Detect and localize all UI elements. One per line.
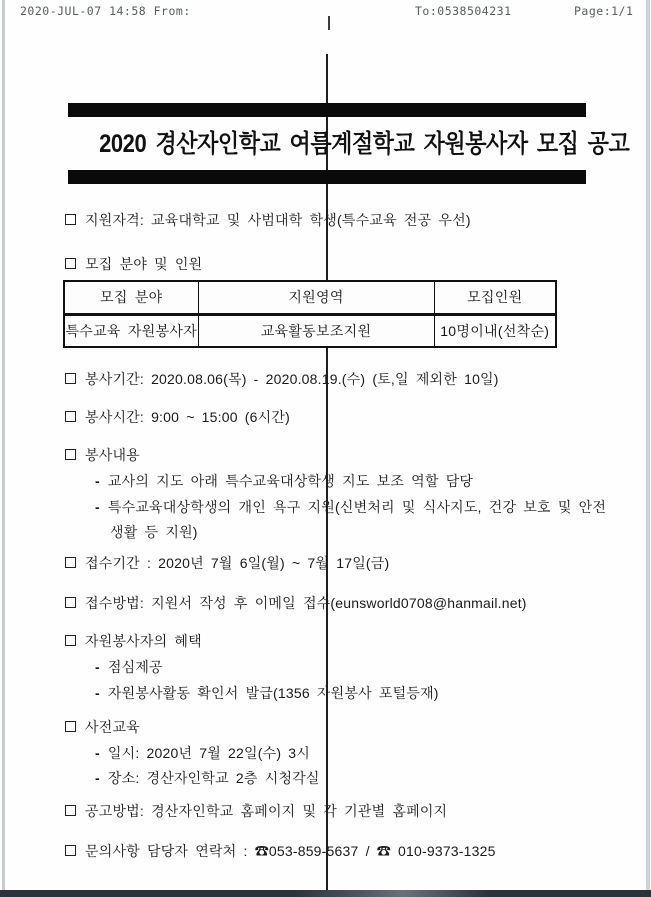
section-announcement-method-text: 공고방법: 경산자인학교 홈페이지 및 각 기관별 홈페이지 [85,803,448,819]
checkbox-icon [65,721,76,732]
checkbox-icon [65,258,76,269]
service-content-item-1 [95,473,473,489]
table-cell-field: 특수교육 자원봉사자 [64,314,198,347]
checkbox-icon [65,805,76,816]
section-contact [65,843,496,859]
checkbox-icon [65,214,76,225]
section-announcement-method [65,803,447,819]
section-recruit-heading-text: 모집 분야 및 인원 [85,256,203,272]
benefit-item-2 [95,685,439,701]
section-service-period [65,371,499,387]
scan-edge-bottom [0,890,651,897]
pre-education-datetime-text: 일시: 2020년 7월 22일(수) 3시 [107,745,311,761]
service-content-item-2-continued [110,524,198,540]
section-recruit-heading [65,256,202,272]
checkbox-icon [65,411,76,422]
table-row [64,314,556,347]
service-content-item-2-text: 특수교육대상학생의 개인 욕구 지원(신변처리 및 식사지도, 건강 보호 및 안전 [107,499,607,515]
section-qualification-text: 지원자격: 교육대학교 및 사범대학 학생(특수교육 전공 우선) [85,212,471,228]
checkbox-icon [65,557,76,568]
fax-page-count: Page:1/1 [574,4,634,18]
section-service-hours [65,409,290,425]
scan-edge-left [2,0,5,897]
section-service-hours-text: 봉사시간: 9:00 ~ 15:00 (6시간) [85,409,290,425]
benefit-item-1 [95,659,163,675]
table-header-row [64,281,556,314]
section-application-period-text: 접수기간 : 2020년 7월 6일(월) ~ 7월 17일(금) [85,555,390,571]
page-title: 2020 경산자인학교 여름계절학교 자원봉사자 모집 공고 [99,130,630,158]
section-application-period [65,555,389,571]
table-cell-area: 교육활동보조지원 [198,314,434,347]
pre-education-place-text: 장소: 경산자인학교 2층 시청각실 [107,770,320,786]
dash-icon: - [95,659,100,675]
service-content-item-1-text: 교사의 지도 아래 특수교육대상학생 지도 보조 역할 담당 [107,473,474,489]
section-service-content-heading-text: 봉사내용 [85,447,140,463]
benefit-item-1-text: 점심제공 [107,659,163,675]
checkbox-icon [65,373,76,384]
table-header-field: 모집 분야 [64,281,198,314]
checkbox-icon [65,449,76,460]
section-qualification [65,212,471,228]
fold-line-tick [328,16,330,30]
service-content-item-2 [95,499,606,515]
section-application-method-text: 접수방법: 지원서 작성 후 이메일 접수(eunsworld0708@hanmail.net) [85,595,527,611]
table-header-area: 지원영역 [198,281,434,314]
section-contact-text: 문의사항 담당자 연락처 : ☎053-859-5637 / ☎ 010-9373-1325 [85,843,496,859]
fax-datetime-from: 2020-JUL-07 14:58 From: [20,4,191,18]
dash-icon: - [95,770,100,786]
service-content-item-2-continued-text: 생활 등 지원) [110,524,198,540]
dash-icon: - [95,745,100,761]
table-cell-headcount: 10명이내(선착순) [434,314,556,347]
checkbox-icon [65,597,76,608]
dash-icon: - [95,473,100,489]
section-service-content-heading [65,447,140,463]
section-pre-education-heading [65,719,140,735]
dash-icon: - [95,685,100,701]
fax-to-number: To:0538504231 [415,4,512,18]
section-application-method [65,595,527,611]
benefit-item-2-text: 자원봉사활동 확인서 발급(1356 자원봉사 포털등재) [107,685,439,701]
table-header-headcount: 모집인원 [434,281,556,314]
section-benefits-heading-text: 자원봉사자의 혜택 [85,633,202,649]
section-pre-education-heading-text: 사전교육 [85,719,140,735]
pre-education-place [95,770,320,786]
title-banner-bar-top [68,103,586,117]
section-benefits-heading [65,633,202,649]
recruit-table [63,280,557,348]
dash-icon: - [95,499,100,515]
pre-education-datetime [95,745,310,761]
checkbox-icon [65,845,76,856]
section-service-period-text: 봉사기간: 2020.08.06(목) - 2020.08.19.(수) (토,일 제외한 10일) [85,371,499,387]
title-banner-bar-bottom [68,170,586,184]
scan-edge-right [646,0,650,897]
checkbox-icon [65,635,76,646]
